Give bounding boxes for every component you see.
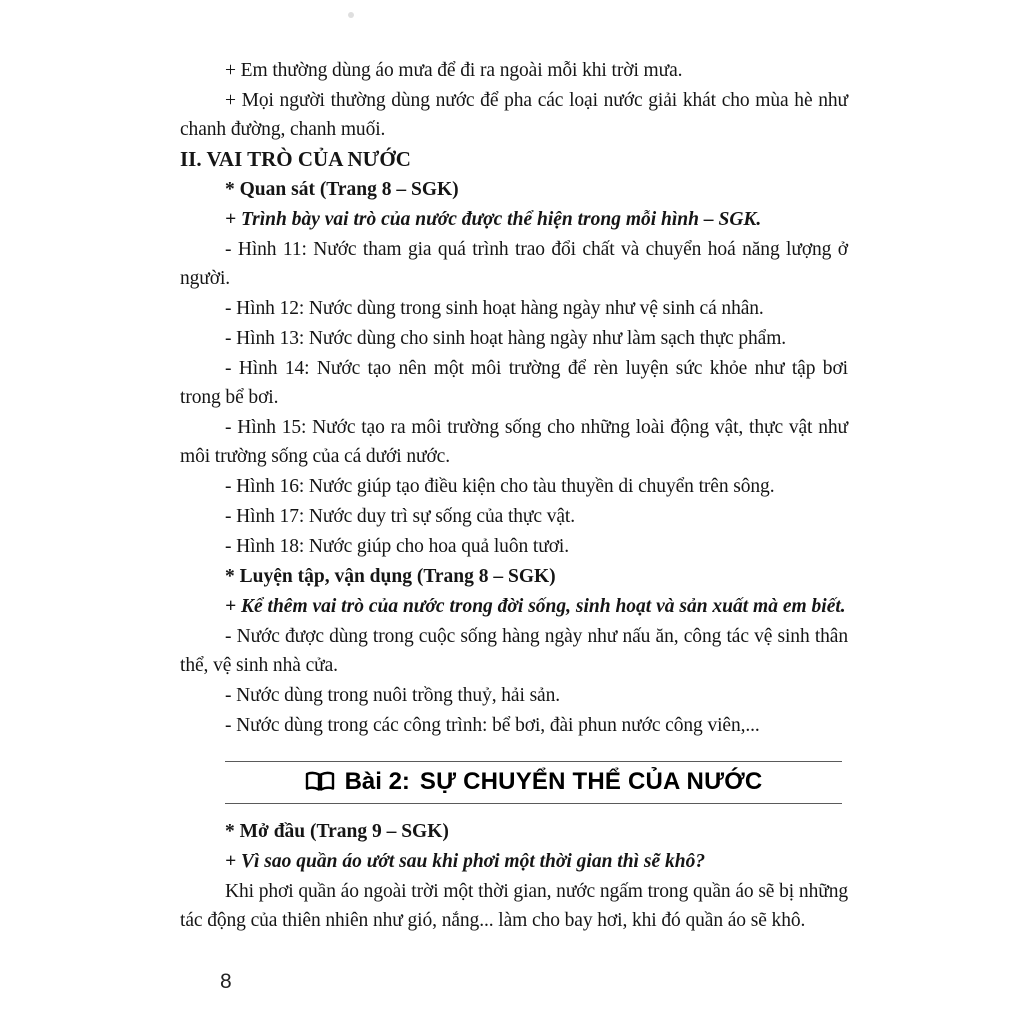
paragraph: - Nước được dùng trong cuộc sống hàng ngày như nấu ăn, công tác vệ sinh thân thể, vệ sinh nhà cửa. xyxy=(180,626,848,676)
chapter-label: Bài 2: xyxy=(344,768,410,795)
subsection-heading: * Luyện tập, vận dụng (Trang 8 – SGK) xyxy=(225,566,556,587)
question-line: + Kể thêm vai trò của nước trong đời sống, sinh hoạt và sản xuất mà em biết. xyxy=(225,596,846,617)
paragraph: + Em thường dùng áo mưa để đi ra ngoài mỗi khi trời mưa. xyxy=(225,60,683,81)
paragraph: - Hình 18: Nước giúp cho hoa quả luôn tươi. xyxy=(225,536,569,557)
paragraph: - Hình 17: Nước duy trì sự sống của thực vật. xyxy=(225,506,576,527)
paragraph: - Nước dùng trong các công trình: bể bơi, đài phun nước công viên,... xyxy=(225,715,760,736)
scan-artifact-dot xyxy=(348,12,354,18)
paragraph: - Hình 12: Nước dùng trong sinh hoạt hàng ngày như vệ sinh cá nhân. xyxy=(225,298,764,319)
subsection-heading: * Quan sát (Trang 8 – SGK) xyxy=(225,179,459,200)
open-book-icon xyxy=(305,771,335,793)
paragraph: - Hình 16: Nước giúp tạo điều kiện cho tàu thuyền di chuyển trên sông. xyxy=(225,476,775,497)
subsection-heading: * Mở đầu (Trang 9 – SGK) xyxy=(225,821,449,842)
chapter-heading-band xyxy=(225,761,842,804)
paragraph: - Hình 14: Nước tạo nên một môi trường để rèn luyện sức khỏe như tập bơi trong bể bơi. xyxy=(180,358,848,408)
page-number: 8 xyxy=(220,970,232,993)
paragraph: + Mọi người thường dùng nước để pha các loại nước giải khát cho mùa hè như chanh đường, chanh muối. xyxy=(180,90,848,140)
page-text-block xyxy=(180,56,848,936)
paragraph: - Hình 15: Nước tạo ra môi trường sống cho những loài động vật, thực vật như môi trường sống của cá dưới nước. xyxy=(180,417,848,467)
question-line: + Trình bày vai trò của nước được thể hiện trong mỗi hình – SGK. xyxy=(225,209,762,230)
paragraph: Khi phơi quần áo ngoài trời một thời gian, nước ngấm trong quần áo sẽ bị những tác động của thiên nhiên như gió, nắng... làm cho bay hơi, khi đó quần áo sẽ khô. xyxy=(180,881,848,931)
chapter-title: SỰ CHUYỂN THỂ CỦA NƯỚC xyxy=(419,768,763,795)
question-line: + Vì sao quần áo ướt sau khi phơi một thời gian thì sẽ khô? xyxy=(225,851,706,872)
paragraph: - Hình 11: Nước tham gia quá trình trao đổi chất và chuyển hoá năng lượng ở người. xyxy=(180,239,848,289)
paragraph: - Hình 13: Nước dùng cho sinh hoạt hàng ngày như làm sạch thực phẩm. xyxy=(225,328,787,349)
section-heading: II. VAI TRÒ CỦA NƯỚC xyxy=(180,147,411,171)
paragraph: - Nước dùng trong nuôi trồng thuỷ, hải sản. xyxy=(225,685,561,706)
